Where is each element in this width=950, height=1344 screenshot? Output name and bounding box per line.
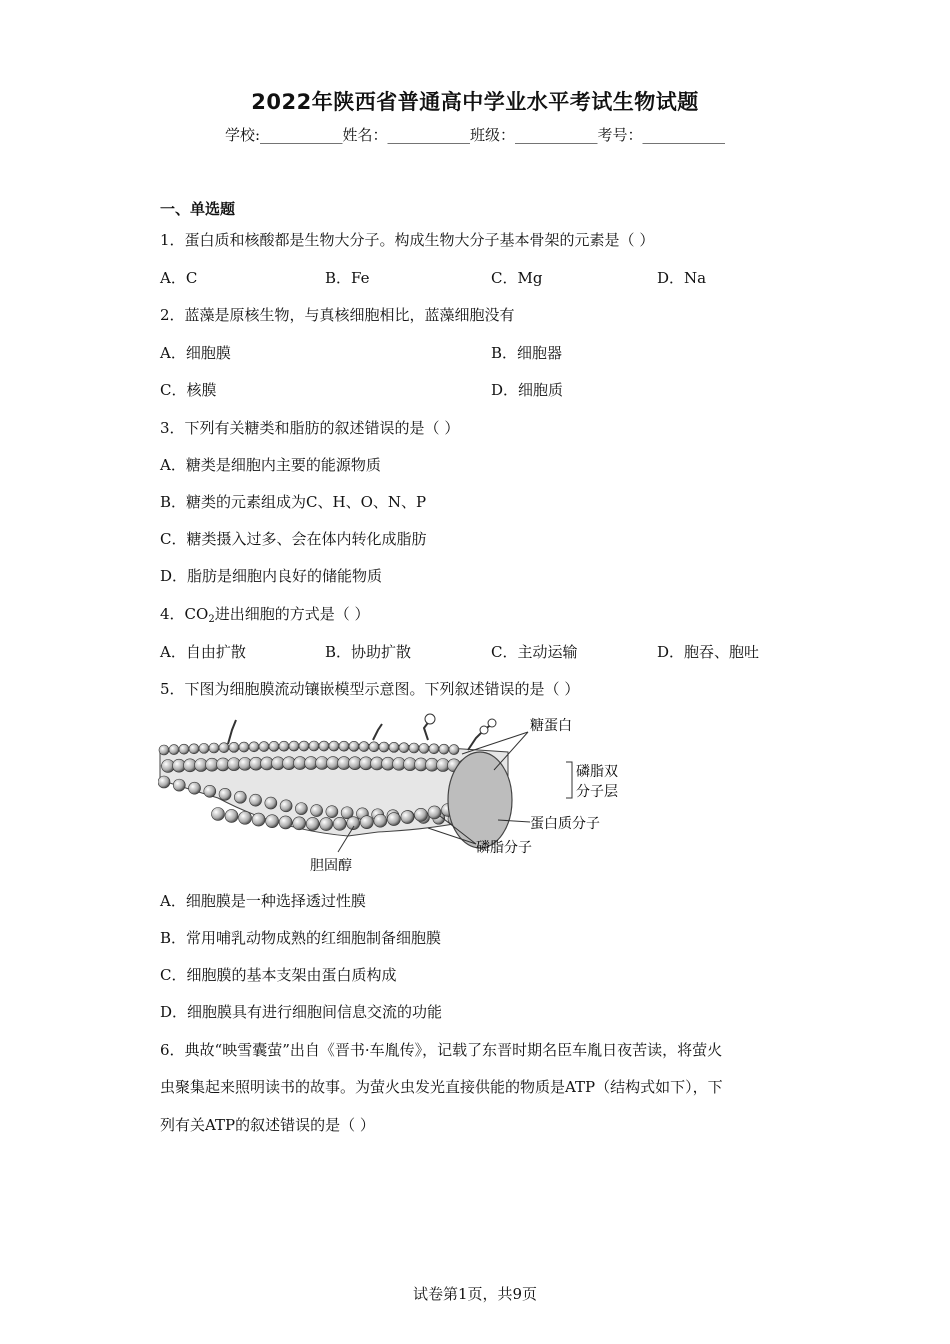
- question-6-line-2: 虫聚集起来照明读书的故事。为萤火虫发光直接供能的物质是ATP（结构式如下），下: [160, 1078, 723, 1096]
- cell-membrane-figure: [158, 710, 638, 880]
- glycoprotein-chain: [468, 724, 492, 750]
- question-5-option-a: A．细胞膜是一种选择透过性膜: [160, 892, 366, 910]
- question-1-option-a: A．C: [160, 269, 198, 287]
- question-3-option-c: C．糖类摄入过多、会在体内转化成脂肪: [160, 530, 427, 548]
- question-5-option-c: C．细胞膜的基本支架由蛋白质构成: [160, 966, 397, 984]
- question-5-option-d: D．细胞膜具有进行细胞间信息交流的功能: [160, 1003, 443, 1021]
- question-1-option-b: B．Fe: [325, 269, 370, 287]
- cell-membrane-diagram: [158, 710, 638, 880]
- label-protein: 蛋白质分子: [530, 816, 600, 832]
- question-6-line-3: 列有关ATP的叙述错误的是（ ）: [160, 1116, 375, 1134]
- label-phospholipid: 磷脂分子: [476, 840, 532, 856]
- question-1-stem: 1．蛋白质和核酸都是生物大分子。构成生物大分子基本骨架的元素是（ ）: [160, 231, 655, 249]
- exam-title: 2022年陕西省普通高中学业水平考试生物试题: [251, 90, 699, 114]
- question-4-option-d: D．胞吞、胞吐: [657, 643, 760, 661]
- question-4-option-b: B．协助扩散: [325, 643, 412, 661]
- question-3-stem: 3．下列有关糖类和脂肪的叙述错误的是（ ）: [160, 419, 460, 437]
- question-6-line-1: 6．典故“映雪囊萤”出自《晋书·车胤传》，记载了东晋时期名臣车胤日夜苦读，将萤火: [160, 1041, 723, 1059]
- question-1-option-c: C．Mg: [491, 269, 543, 287]
- student-info-line: [0, 124, 950, 145]
- question-1-option-d: D．Na: [657, 269, 707, 287]
- section-heading: 一、单选题: [160, 200, 236, 218]
- label-bilayer-1: 磷脂双: [576, 764, 618, 780]
- question-4-subscript: 2: [208, 614, 215, 625]
- question-5-stem: 5．下图为细胞膜流动镶嵌模型示意图。下列叙述错误的是（ ）: [160, 680, 580, 698]
- page-footer: 试卷第1页，共9页: [412, 1285, 538, 1303]
- question-2-option-b: B．细胞器: [491, 344, 563, 362]
- question-2-option-d: D．细胞质: [491, 381, 564, 399]
- question-4-option-c: C．主动运输: [491, 643, 578, 661]
- label-glycoprotein: 糖蛋白: [530, 718, 572, 734]
- question-2-option-c: C．核膜: [160, 381, 217, 399]
- question-4-stem-prefix: 4．CO: [160, 605, 209, 623]
- question-4-stem-suffix: 进出细胞的方式是（ ）: [214, 605, 370, 623]
- question-2-option-a: A．细胞膜: [160, 344, 231, 362]
- question-4-option-a: A．自由扩散: [160, 643, 246, 661]
- protein-molecule-shape: [448, 752, 512, 848]
- label-cholesterol: 胆固醇: [310, 858, 352, 874]
- question-3-option-a: A．糖类是细胞内主要的能源物质: [160, 456, 381, 474]
- question-5-option-b: B．常用哺乳动物成熟的红细胞制备细胞膜: [160, 929, 442, 947]
- question-4-stem: [160, 604, 369, 630]
- question-2-stem: 2．蓝藻是原核生物，与真核细胞相比，蓝藻细胞没有: [160, 306, 515, 324]
- student-info-text: 学校:___________姓名：___________班级：___________考号：___________: [224, 126, 726, 144]
- label-bilayer-2: 分子层: [576, 784, 618, 800]
- question-3-option-d: D．脂肪是细胞内良好的储能物质: [160, 567, 383, 585]
- question-3-option-b: B．糖类的元素组成为C、H、O、N、P: [160, 493, 427, 511]
